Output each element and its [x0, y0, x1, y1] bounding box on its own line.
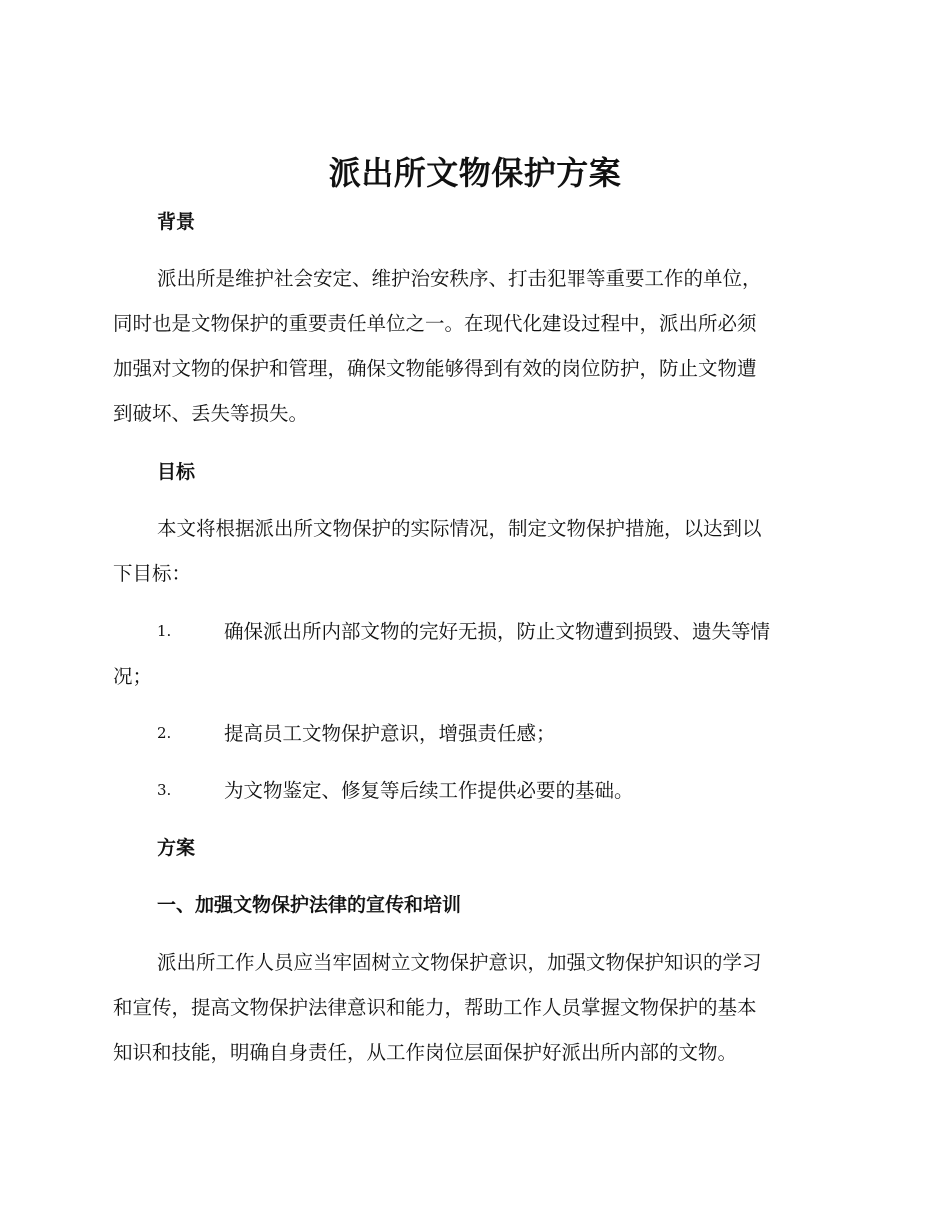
list-number: 1. [157, 622, 172, 640]
section-heading-goals: 目标 [157, 461, 196, 483]
paragraph-line: 同时也是文物保护的重要责任单位之一。在现代化建设过程中，派出所必须 [113, 312, 757, 335]
list-number: 3. [157, 781, 172, 799]
paragraph-line: 知识和技能，明确自身责任，从工作岗位层面保护好派出所内部的文物。 [113, 1041, 738, 1064]
paragraph-line: 加强对文物的保护和管理，确保文物能够得到有效的岗位防护，防止文物遭 [113, 357, 757, 380]
paragraph-line: 和宣传，提高文物保护法律意识和能力，帮助工作人员掌握文物保护的基本 [113, 996, 757, 1019]
list-item-text: 提高员工文物保护意识，增强责任感； [224, 722, 556, 745]
subsection-heading: 一、加强文物保护法律的宣传和培训 [157, 894, 462, 916]
paragraph-line: 到破坏、丢失等损失。 [113, 402, 309, 425]
list-item-text-continued: 况； [113, 665, 153, 688]
goal-list-item [113, 768, 835, 813]
section-heading-plan: 方案 [157, 837, 196, 859]
plan-paragraph [113, 940, 835, 1075]
paragraph-line: 派出所是维护社会安定、维护治安秩序、打击犯罪等重要工作的单位， [157, 267, 762, 290]
list-number: 2. [157, 724, 172, 742]
goal-list-item [113, 609, 835, 699]
goal-list-item [113, 711, 835, 756]
background-paragraph [113, 256, 835, 436]
list-item-text: 确保派出所内部文物的完好无损，防止文物遭到损毁、遗失等情 [224, 620, 771, 643]
section-heading-background: 背景 [157, 211, 196, 233]
goals-intro-paragraph [113, 506, 835, 596]
paragraph-line: 本文将根据派出所文物保护的实际情况，制定文物保护措施，以达到以 [157, 517, 762, 540]
paragraph-line: 派出所工作人员应当牢固树立文物保护意识，加强文物保护知识的学习 [157, 951, 762, 974]
list-item-text: 为文物鉴定、修复等后续工作提供必要的基础。 [224, 779, 634, 802]
paragraph-line: 下目标： [113, 562, 192, 585]
document-title: 派出所文物保护方案 [328, 154, 622, 192]
